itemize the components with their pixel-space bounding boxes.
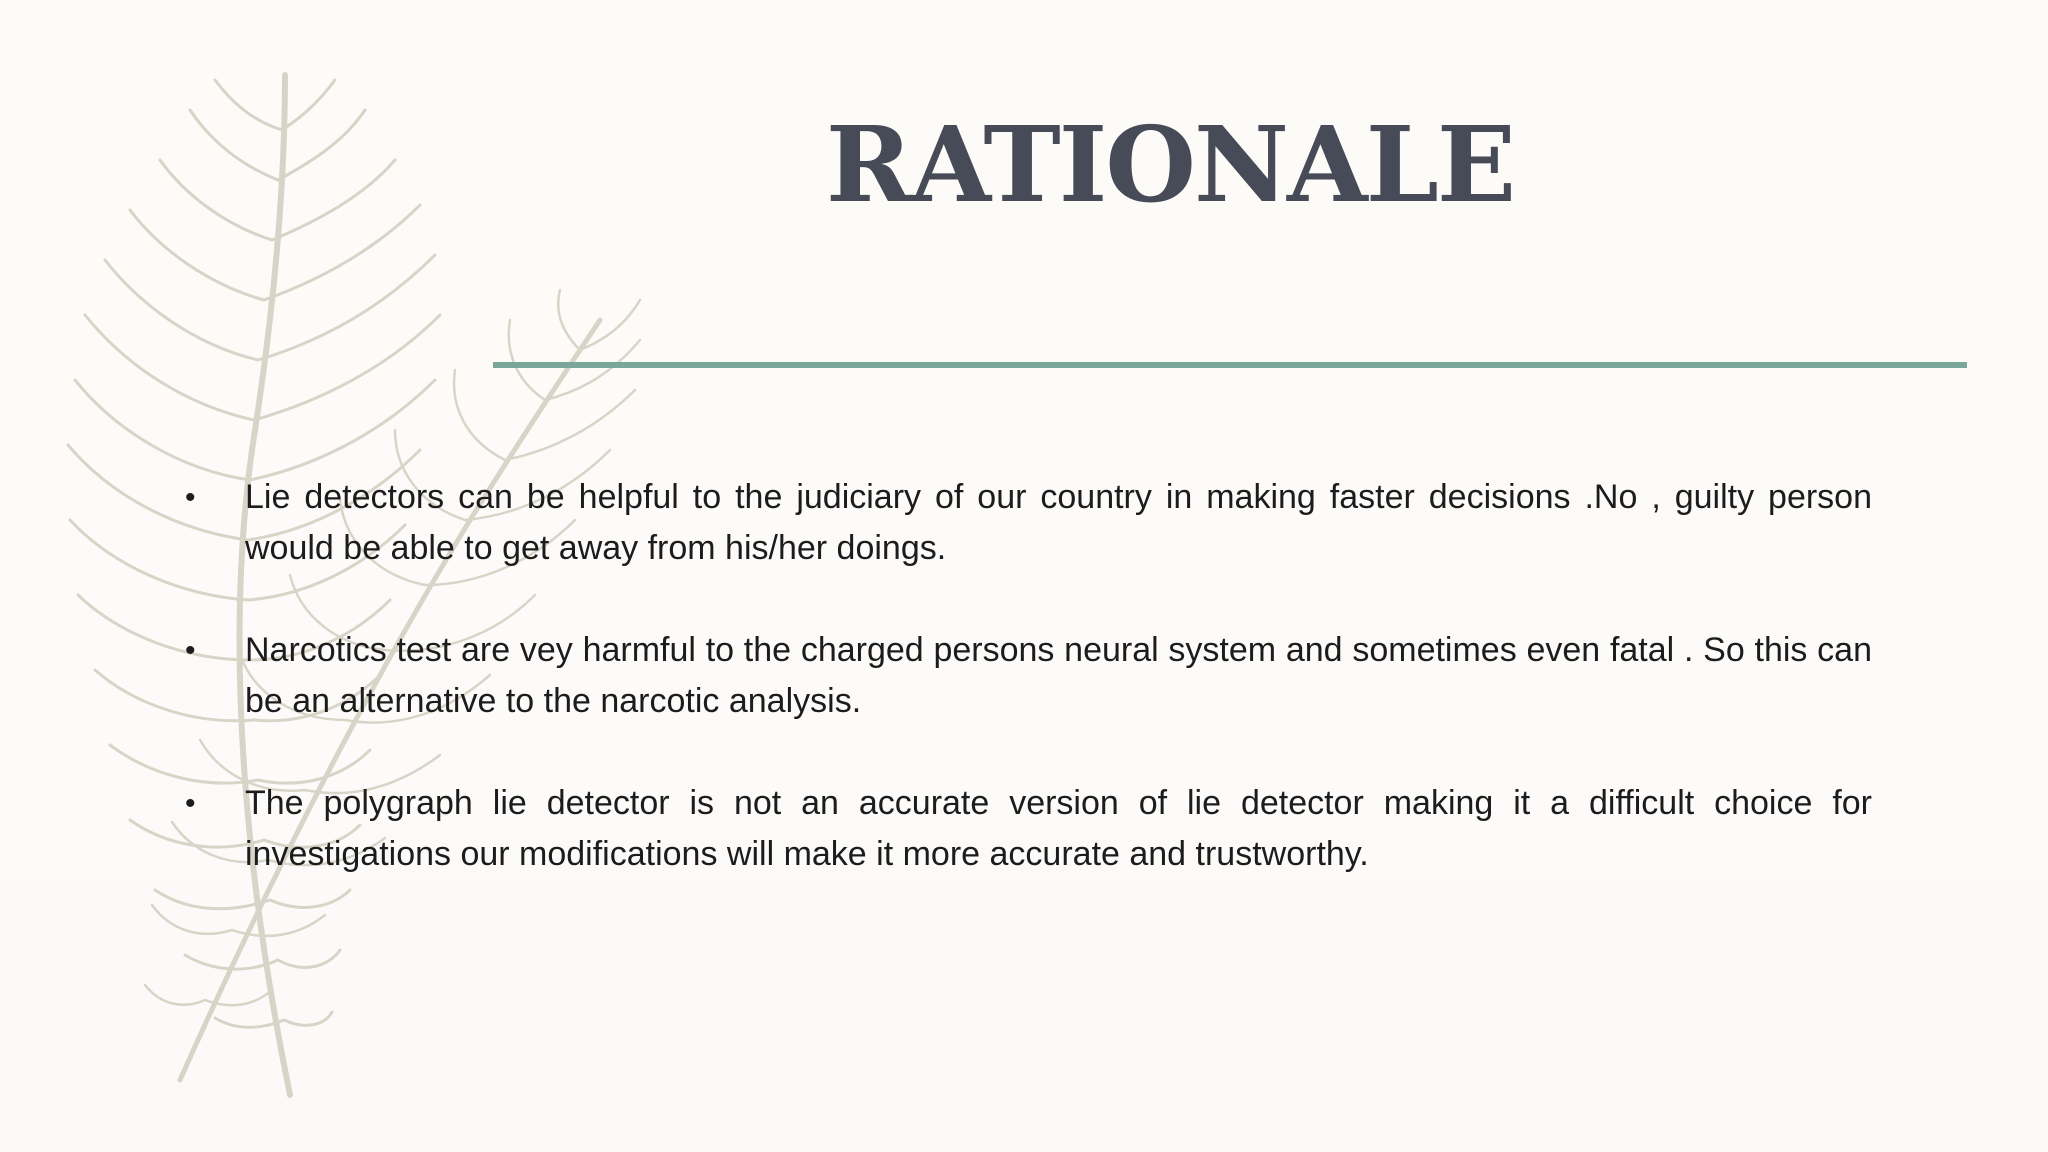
- bullet-icon: •: [185, 787, 196, 820]
- bullet-text: Lie detectors can be helpful to the judiciary of our country in making faster decisions .No , guilty person would be able to get away from his/her doings.: [245, 478, 1872, 567]
- bullet-item: [185, 472, 1872, 574]
- bullet-icon: •: [185, 634, 196, 667]
- bullet-list: [185, 472, 1872, 931]
- bullet-text: Narcotics test are vey harmful to the charged persons neural system and sometimes even fatal . So this can be an alternative to the narcotic analysis.: [245, 631, 1872, 720]
- title-divider: [493, 362, 1967, 368]
- bullet-text: The polygraph lie detector is not an accurate version of lie detector making it a difficult choice for investigations our modifications will make it more accurate and trustworthy.: [245, 784, 1872, 873]
- bullet-item: [185, 778, 1872, 880]
- bullet-icon: •: [185, 481, 196, 514]
- slide-title: RATIONALE: [825, 103, 1515, 226]
- bullet-item: [185, 625, 1872, 727]
